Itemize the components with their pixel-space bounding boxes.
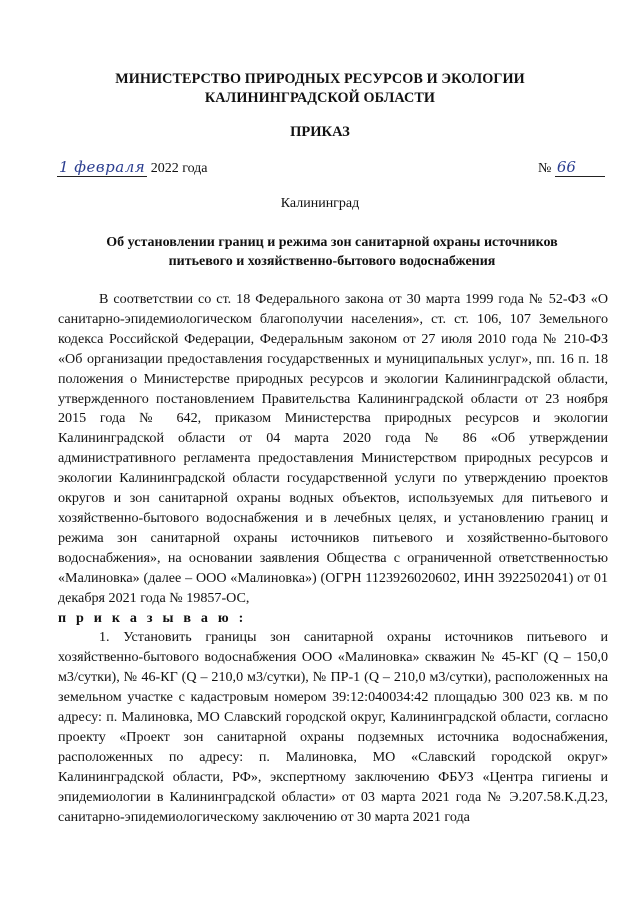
ministry-name-line2: КАЛИНИНГРАДСКОЙ ОБЛАСТИ (204, 90, 436, 106)
preamble-paragraph: В соответствии со ст. 18 Федерального закона от 30 марта 1999 года № 52-ФЗ «О санитарно-эпидемиологическом благополучии населения», ст. ст. 106, 107 Земельного кодекса Российской Федерации, Федеральным законом от 27 июля 2010 года № 210-ФЗ «Об организации предоставления государственных и муниципальных услуг», пп. 16 п. 18 положения о Министерстве природных ресурсов и экологии Калининградской области, утвержденного постановлением Правительства Калининградской области от 23 ноября 2015 года № 642, приказом Министерства природных ресурсов и экологии Калининградской области от 04 марта 2020 года № 86 «Об утверждении административного регламента предоставления Министерством природных ресурсов и экологии Калининградской области государственной услуги по утверждению проектов округов и зон санитарной охраны водных объектов, используемых для питьевого и хозяйственно-бытового водоснабжения и в лечебных целях, и установлению границ и режима зон санитарной охраны источников питьевого и хозяйственно-бытового водоснабжения», на основании заявления Общества с ограниченной ответственностью «Малиновка» (далее – ООО «Малиновка») (ОГРН 1123926020602, ИНН 3922502041) от 01 декабря 2021 года № 19857-ОС, (58, 291, 608, 606)
handwritten-number: 66 (555, 158, 605, 177)
decree-word-text: п р и к а з ы в а ю : (58, 609, 247, 626)
document-city: Калининград (280, 196, 360, 211)
handwritten-date: 1 февраля (59, 158, 146, 176)
document-date (57, 158, 208, 177)
ministry-header (0, 70, 640, 108)
number-prefix: № (538, 161, 552, 176)
document-subject (58, 233, 606, 271)
document-type: ПРИКАЗ (290, 124, 350, 140)
ministry-name-line1: МИНИСТЕРСТВО ПРИРОДНЫХ РЕСУРСОВ И ЭКОЛОГИИ (115, 71, 525, 87)
subject-line2: питьевого и хозяйственно-бытового водоснабжения (168, 254, 496, 269)
item-1-paragraph: 1. Установить границы зон санитарной охраны источников питьевого и хозяйственно-бытового водоснабжения ООО «Малиновка» скважин № 45-КГ (Q – 150,0 м3/сутки), № 46-КГ (Q – 210,0 м3/сутки), № ПР-1 (Q – 210,0 м3/сутки), расположенных на земельном участке с кадастровым номером 39:12:040034:42 площадью 300 023 кв. м по адресу: п. Малиновка, МО Славский городской округ, Калининградской области, согласно проекту «Проект зон санитарной охраны подземных источника водоснабжения, расположенных по адресу: п. Малиновка, МО «Славский городской округ» Калининградской области, РФ», экспертному заключению ФБУЗ «Центра гигиены и эпидемиологии в Калининградской области» от 03 марта 2021 года № Э.207.58.К.Д.23, санитарно-эпидемиологическому заключению от 30 марта 2021 года (58, 629, 608, 825)
document-body (58, 290, 608, 827)
subject-line1: Об установлении границ и режима зон санитарной охраны источников (106, 235, 558, 250)
decree-word (58, 609, 608, 629)
date-year: 2022 года (150, 161, 208, 176)
document-number (538, 158, 605, 177)
